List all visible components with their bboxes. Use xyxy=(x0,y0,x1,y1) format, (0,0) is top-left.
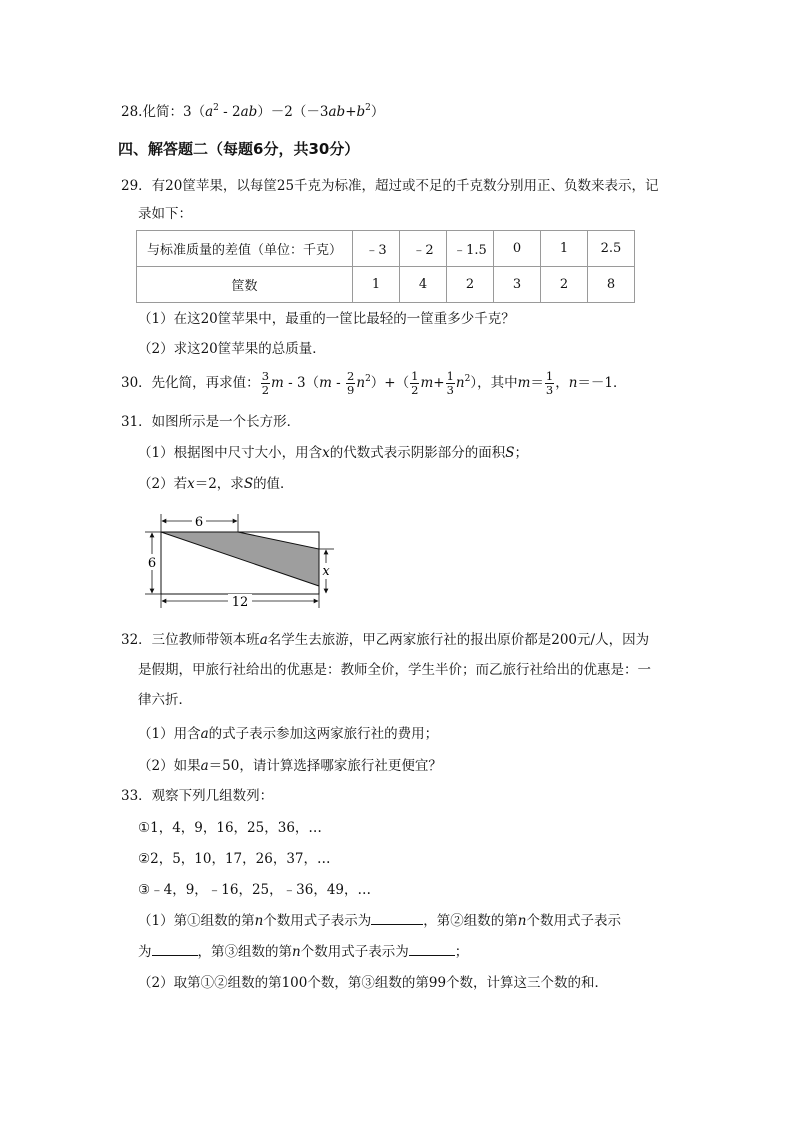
var-m: m xyxy=(319,375,332,391)
table-cell: 1 xyxy=(541,231,588,267)
var-m: m xyxy=(517,375,531,391)
table-cell: 1 xyxy=(353,267,400,303)
q28-lead: 化简：3（ xyxy=(142,104,206,120)
q31-text: ＝2，求 xyxy=(194,476,244,492)
q28-text: ）－2（－3 xyxy=(257,104,329,120)
var-n: n xyxy=(254,913,264,929)
sequence-2: ②2，5，10，17，26，37，… xyxy=(138,851,331,867)
table-cell: 8 xyxy=(588,267,635,303)
exponent: 2 xyxy=(365,374,371,384)
fraction xyxy=(446,370,455,397)
answer-blank[interactable] xyxy=(371,924,423,925)
question-29-sub1: （1）在这20筐苹果中，最重的一筐比最轻的一筐重多少千克？ xyxy=(138,311,515,327)
table-header-cell: 与标准质量的差值（单位：千克） xyxy=(137,231,353,267)
section-heading: 四、解答题二（每题6分，共30分） xyxy=(118,140,360,158)
top-dimension-label: 6 xyxy=(194,515,204,530)
table-header-cell: 筐数 xyxy=(137,267,353,303)
table-cell: 2.5 xyxy=(588,231,635,267)
q32-text: 名学生去旅游，甲乙两家旅行社的报出原价都是200元/人，因为 xyxy=(267,632,650,648)
right-dimension-label: x xyxy=(322,564,330,579)
shaded-region xyxy=(161,532,319,586)
question-31-sub2 xyxy=(138,475,294,493)
question-33-sub1-line2 xyxy=(138,943,468,961)
fraction xyxy=(346,370,355,397)
question-29-line1: 29．有20筐苹果，以每筐25千克为标准，超过或不足的千克数分别用正、负数来表示，记 xyxy=(121,178,659,194)
q33-text: 个数用式子表示为 xyxy=(300,944,409,960)
fraction xyxy=(410,370,419,397)
q28-var-ab: ab xyxy=(240,104,258,120)
table-cell: ﹣1.5 xyxy=(447,231,494,267)
var-x: x xyxy=(322,445,330,461)
left-dimension-label: 6 xyxy=(147,556,157,571)
var-n: n xyxy=(292,944,301,960)
q31-text: （1）根据图中尺寸大小，用含 xyxy=(138,445,323,461)
q28-text: + xyxy=(345,104,357,120)
question-32-line3: 律六折． xyxy=(138,692,192,708)
q31-text: ； xyxy=(514,445,528,461)
q30-text: - 3（ xyxy=(283,375,320,391)
fraction xyxy=(261,370,270,397)
sequence-1: ①1，4，9，16，25，36，… xyxy=(138,820,322,836)
var-a: a xyxy=(200,758,209,774)
q31-text: 的值． xyxy=(253,476,294,492)
table-cell: ﹣3 xyxy=(353,231,400,267)
var-S: S xyxy=(243,476,254,492)
var-a: a xyxy=(259,632,268,648)
fraction-numerator: 2 xyxy=(347,369,355,383)
question-33-sub2: （2）取第①②组数的第100个数，第③组数的第99个数，计算这三个数的和． xyxy=(138,975,609,991)
var-m: m xyxy=(271,375,284,391)
question-32-line1 xyxy=(121,631,649,649)
var-n: n xyxy=(517,913,527,929)
bottom-dimension-label: 12 xyxy=(231,595,249,610)
q32-text: 的式子表示参加这两家旅行社的费用； xyxy=(208,726,439,742)
fraction-numerator: 1 xyxy=(545,369,554,383)
fraction-numerator: 1 xyxy=(411,369,419,383)
question-28 xyxy=(121,103,384,121)
fraction-denominator: 3 xyxy=(545,383,554,397)
q32-text: ＝50，请计算选择哪家旅行社更便宜？ xyxy=(208,758,442,774)
table-cell: 4 xyxy=(400,267,447,303)
table-cell: ﹣2 xyxy=(400,231,447,267)
answer-blank[interactable] xyxy=(409,955,455,956)
question-31-sub1 xyxy=(138,444,528,462)
question-32-line2: 是假期，甲旅行社给出的优惠是：教师全价，学生半价；而乙旅行社给出的优惠是：一 xyxy=(138,662,651,678)
fraction-denominator: 2 xyxy=(411,383,419,397)
var-n: n xyxy=(356,375,366,391)
q32-text: 32．三位教师带领本班 xyxy=(121,632,260,648)
q33-text: 个数用式子表示为 xyxy=(263,913,372,929)
q33-text: 为 xyxy=(138,944,152,960)
table-cell: 2 xyxy=(541,267,588,303)
q30-text: + xyxy=(433,375,445,391)
q33-text: ，第③组数的第 xyxy=(197,944,292,960)
q28-num: 28. xyxy=(121,104,143,120)
apple-weight-table xyxy=(136,230,635,303)
q28-exp: 2 xyxy=(213,103,219,113)
rectangle-figure xyxy=(140,508,340,612)
fraction-numerator: 1 xyxy=(446,369,454,383)
q31-text: （2）若 xyxy=(138,476,188,492)
q33-text: （1）第①组数的第 xyxy=(138,913,255,929)
var-x: x xyxy=(187,476,195,492)
var-n: n xyxy=(455,375,465,391)
q31-text: 的代数式表示阴影部分的面积 xyxy=(329,445,506,461)
fraction-denominator: 3 xyxy=(446,383,454,397)
var-m: m xyxy=(420,375,434,391)
var-S: S xyxy=(505,445,515,461)
q32-text: （2）如果 xyxy=(138,758,201,774)
question-30 xyxy=(121,368,627,398)
fraction-denominator: 2 xyxy=(261,383,270,397)
question-29-sub2: （2）求这20筐苹果的总质量． xyxy=(138,341,326,357)
q30-text: ， xyxy=(555,375,569,391)
q28-var-ab: ab xyxy=(328,104,346,120)
question-33-line1: 33．观察下列几组数列： xyxy=(121,788,274,804)
var-a: a xyxy=(200,726,209,742)
answer-blank[interactable] xyxy=(152,955,198,956)
table-row xyxy=(137,231,635,267)
q33-text: ，第②组数的第 xyxy=(423,913,518,929)
table-cell: 3 xyxy=(494,267,541,303)
q33-text: ； xyxy=(454,944,469,960)
fraction-denominator: 9 xyxy=(347,383,355,397)
question-31-line1: 31．如图所示是一个长方形． xyxy=(121,414,301,430)
q28-text: ） xyxy=(370,104,385,120)
table-row xyxy=(137,267,635,303)
q30-text: ），其中 xyxy=(470,375,518,391)
q28-text: - 2 xyxy=(218,104,241,120)
question-32-sub1 xyxy=(138,725,438,743)
q30-text: ＝ xyxy=(530,375,544,391)
q30-text: - xyxy=(331,375,346,391)
exponent: 2 xyxy=(464,374,471,384)
q32-text: （1）用含 xyxy=(138,726,201,742)
question-32-sub2 xyxy=(138,757,442,775)
q30-text: ）+（ xyxy=(370,375,410,391)
question-29-line2: 录如下： xyxy=(138,206,192,222)
table-cell: 2 xyxy=(447,267,494,303)
table-cell: 0 xyxy=(494,231,541,267)
q28-var-a: a xyxy=(205,104,214,120)
question-33-sub1-line1 xyxy=(138,912,621,930)
fraction xyxy=(545,370,554,397)
q30-lead: 30．先化简，再求值： xyxy=(121,375,260,391)
q33-text: 个数用式子表示 xyxy=(526,913,621,929)
q28-var-b: b xyxy=(356,104,366,120)
q30-text: ＝－1． xyxy=(577,375,627,391)
fraction-numerator: 3 xyxy=(261,369,270,383)
var-n: n xyxy=(568,375,578,391)
sequence-3: ③﹣4，9，﹣16，25，﹣36，49，… xyxy=(138,882,371,898)
q28-exp: 2 xyxy=(365,103,371,113)
